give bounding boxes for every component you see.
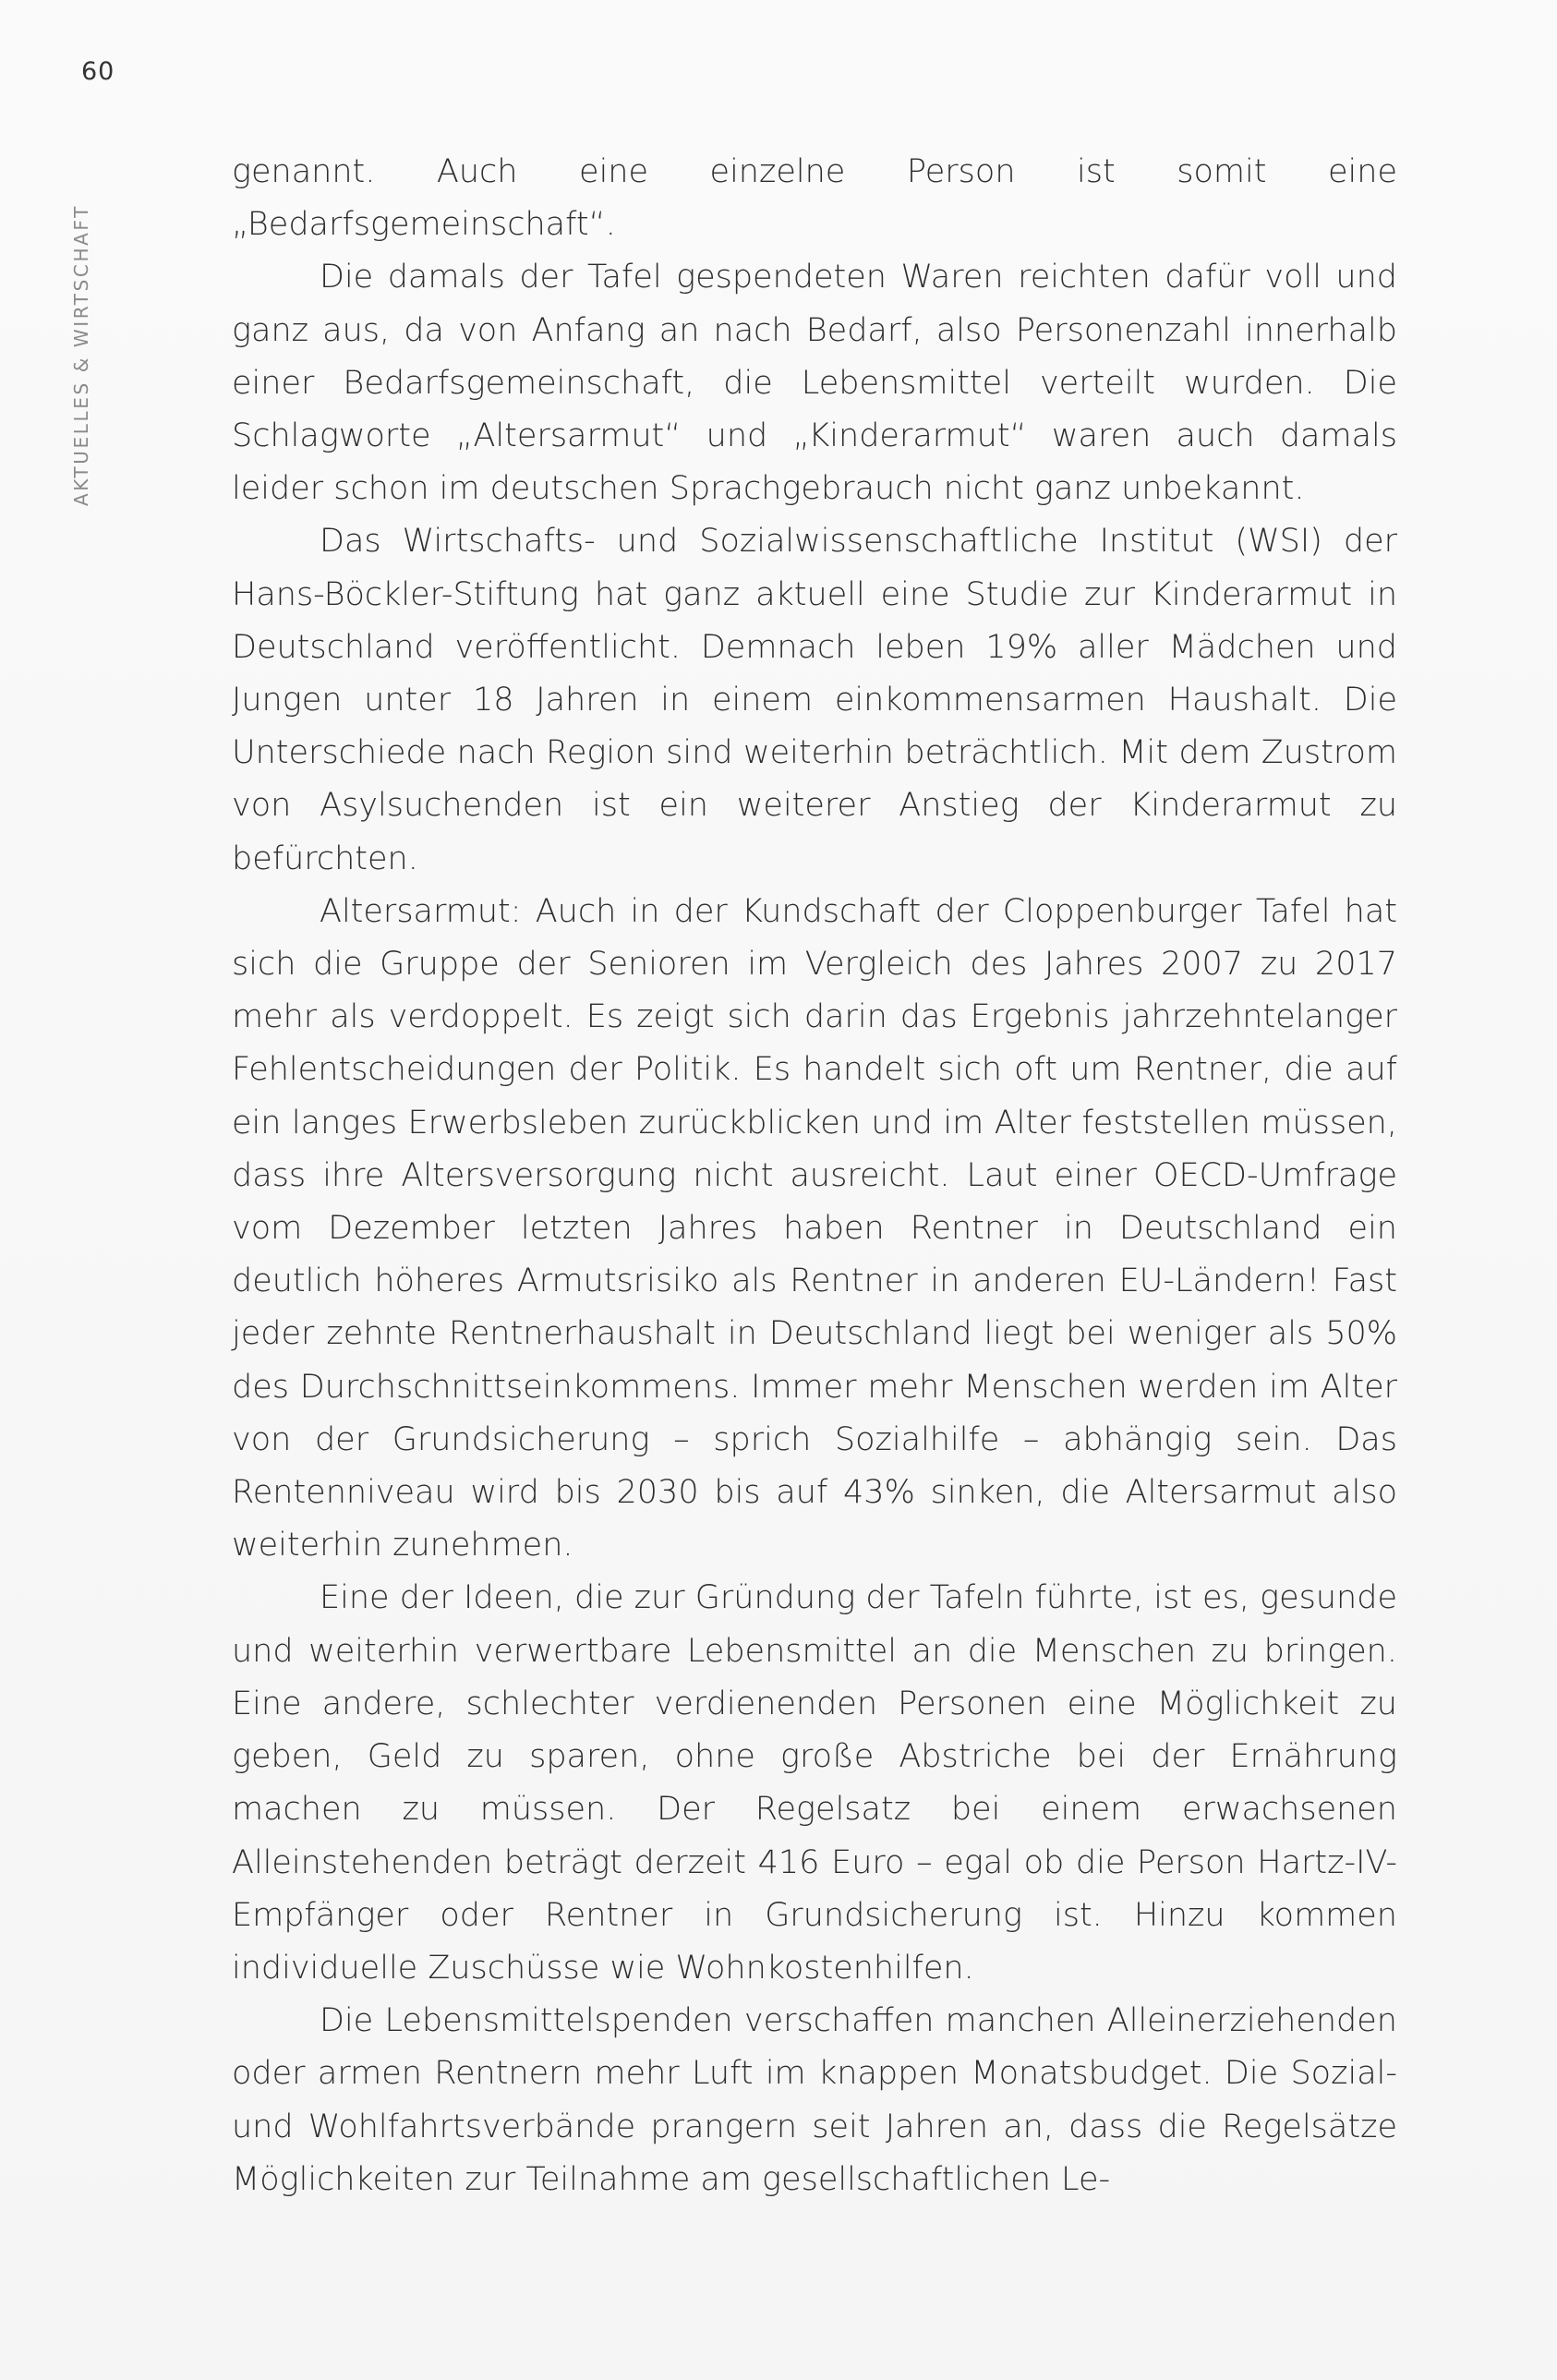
page-number: 60 xyxy=(81,57,115,86)
paragraph: Die Lebensmittelspenden verschaffen manchen Alleinerziehenden oder armen Rentnern mehr Luft im knappen Monatsbudget. Die Sozial- und Wohlfahrtsverbände prangern seit Jahren an, dass die Regelsätze Möglichkeiten zur Teilnahme am gesellschaftlichen Le- xyxy=(232,2002,1397,2198)
body-text xyxy=(232,146,1397,2206)
section-label: AKTUELLES & WIRTSCHAFT xyxy=(70,204,92,506)
paragraph: Eine der Ideen, die zur Gründung der Tafeln führte, ist es, gesunde und weiterhin verwertbare Lebensmittel an die Menschen zu bringen. Eine andere, schlechter verdienenden Personen eine Möglichkeit zu geben, Geld zu sparen, ohne große Abstriche bei der Ernährung machen zu müssen. Der Regelsatz bei einem erwachsenen Alleinstehenden beträgt derzeit 416 Euro – egal ob die Person Hartz-IV-Empfänger oder Rentner in Grundsicherung ist. Hinzu kommen individuelle Zuschüsse wie Wohnkostenhilfen. xyxy=(232,1579,1397,1987)
paragraph: Die damals der Tafel gespendeten Waren reichten dafür voll und ganz aus, da von Anfang an nach Bedarf, also Personenzahl innerhalb einer Bedarfsgemeinschaft, die Lebensmittel verteilt wurden. Die Schlagworte „Altersarmut“ und „Kinderarmut“ waren auch damals leider schon im deutschen Sprachgebrauch nicht ganz unbekannt. xyxy=(232,259,1397,508)
paragraph: Das Wirtschafts- und Sozialwissenschaftliche Institut (WSI) der Hans-Böckler-Stiftung hat ganz aktuell eine Studie zur Kinderarmut in Deutschland veröffentlicht. Demnach leben 19% aller Mädchen und Jungen unter 18 Jahren in einem einkommensarmen Haushalt. Die Unterschiede nach Region sind weiterhin beträchtlich. Mit dem Zustrom von Asylsuchenden ist ein weiterer Anstieg der Kinderarmut zu befürchten. xyxy=(232,523,1397,877)
paragraph: genannt. Auch eine einzelne Person ist somit eine „Bedarfsgemeinschaft“. xyxy=(232,153,1397,244)
paragraph: Altersarmut: Auch in der Kundschaft der Cloppenburger Tafel hat sich die Gruppe der Senioren im Vergleich des Jahres 2007 zu 2017 mehr als verdoppelt. Es zeigt sich darin das Ergebnis jahrzehntelanger Fehlentscheidungen der Politik. Es handelt sich oft um Rentner, die auf ein langes Erwerbsleben zurückblicken und im Alter feststellen müssen, dass ihre Altersversorgung nicht ausreicht. Laut einer OECD-Umfrage vom Dezember letzten Jahres haben Rentner in Deutschland ein deutlich höheres Armutsrisiko als Rentner in anderen EU-Ländern! Fast jeder zehnte Rentnerhaushalt in Deutschland liegt bei weniger als 50% des Durchschnittseinkommens. Immer mehr Menschen werden im Alter von der Grundsicherung – sprich Sozialhilfe – abhängig sein. Das Rentenniveau wird bis 2030 bis auf 43% sinken, die Altersarmut also weiterhin zunehmen. xyxy=(232,892,1397,1565)
